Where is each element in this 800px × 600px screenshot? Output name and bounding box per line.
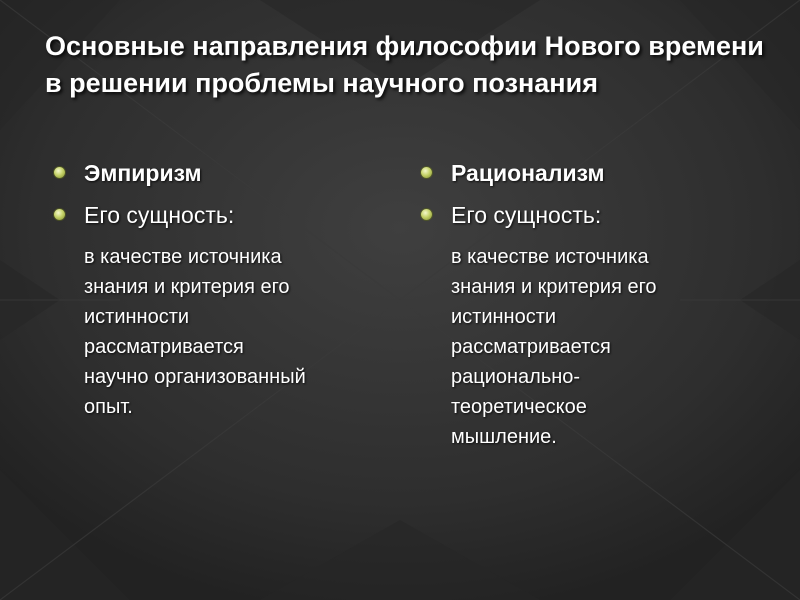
rationalism-heading: Рационализм (451, 160, 605, 186)
rationalism-heading-row (415, 158, 745, 188)
empiricism-column (48, 158, 378, 422)
slide-title: Основные направления философии Нового времени в решении проблемы научного познания (45, 31, 764, 98)
bullet-icon (421, 209, 432, 220)
empiricism-essence-row (48, 200, 378, 230)
rationalism-description: в качестве источника знания и критерия его истинности рассматривается рационально- теоретическое мышление. (451, 246, 657, 448)
rationalism-essence-row (415, 200, 745, 230)
empiricism-essence-label: Его сущность: (84, 202, 235, 228)
empiricism-heading-row (48, 158, 378, 188)
bullet-icon (54, 167, 65, 178)
bullet-icon (54, 209, 65, 220)
empiricism-description: в качестве источника знания и критерия его истинности рассматривается научно организованный опыт. (84, 246, 306, 418)
rationalism-essence-label: Его сущность: (451, 202, 602, 228)
rationalism-column (415, 158, 745, 452)
empiricism-heading: Эмпиризм (84, 160, 202, 186)
bullet-icon (421, 167, 432, 178)
